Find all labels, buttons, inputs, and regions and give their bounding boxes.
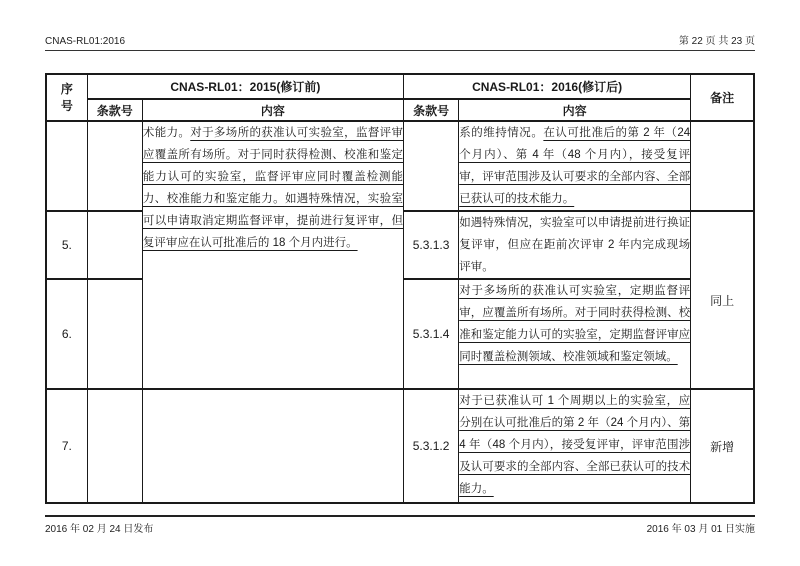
header-clause-2016: 条款号 — [403, 99, 458, 121]
doc-code: CNAS-RL01:2016 — [45, 36, 126, 47]
clause-2015-cell — [87, 389, 142, 503]
remark-cell: 新增 — [691, 389, 754, 503]
seq-cell: 6. — [46, 279, 87, 389]
clause-2015-cell — [87, 279, 142, 389]
clause-2016-cell — [403, 121, 458, 211]
remark-cell — [691, 121, 754, 211]
page-footer — [45, 515, 755, 535]
seq-cell: 7. — [46, 389, 87, 503]
clause-2016-cell: 5.3.1.2 — [403, 389, 458, 503]
header-row-1 — [46, 74, 754, 99]
revision-comparison-table — [45, 73, 755, 504]
clause-2015-cell — [87, 121, 142, 211]
content-2016-cell: 系的维持情况。在认可批准后的第 2 年（24 个月内）、第 4 年（48 个月内），接受复评审，评审范围涉及认可要求的全部内容、全部已获认可的技术能力。 — [459, 121, 691, 211]
header-clause-2015: 条款号 — [87, 99, 142, 121]
header-seq: 序号 — [46, 74, 87, 121]
header-content-2015: 内容 — [142, 99, 403, 121]
content-2016-cell: 如遇特殊情况，实验室可以申请提前进行换证复评审，但应在距前次评审 2 年内完成现场评审。 — [459, 211, 691, 279]
content-2016-cell: 对于多场所的获准认可实验室，定期监督评审，应覆盖所有场所。对于同时获得检测、校准和鉴定能力认可的实验室，定期监督评审应同时覆盖检测领域、校准领域和鉴定领域。 — [459, 279, 691, 389]
seq-cell — [46, 121, 87, 211]
page-indicator: 第 22 页 共 23 页 — [678, 36, 755, 47]
content-2015-cell — [142, 389, 403, 503]
content-2015-cell: 术能力。对于多场所的获准认可实验室，监督评审应覆盖所有场所。对于同时获得检测、校准和鉴定能力认可的实验室，监督评审应同时覆盖检测能力、校准能力和鉴定能力。如遇特殊情况，实验室可以申请取消定期监督评审，提前进行复评审，但复评审应在认可批准后的 18 个月内进行。 — [142, 121, 403, 389]
remark-cell: 同上 — [691, 211, 754, 389]
table-row-7 — [46, 389, 754, 503]
page-header — [45, 0, 755, 51]
clause-2016-cell: 5.3.1.3 — [403, 211, 458, 279]
document-page — [45, 0, 755, 535]
header-remark: 备注 — [691, 74, 754, 121]
header-row-2 — [46, 99, 754, 121]
issue-date: 2016 年 02 月 24 日发布 — [45, 524, 154, 535]
header-content-2016: 内容 — [459, 99, 691, 121]
implement-date: 2016 年 03 月 01 日实施 — [646, 524, 755, 535]
clause-2015-cell — [87, 211, 142, 279]
clause-2016-cell: 5.3.1.4 — [403, 279, 458, 389]
table-row-continuation — [46, 121, 754, 211]
seq-cell: 5. — [46, 211, 87, 279]
content-2016-cell: 对于已获准认可 1 个周期以上的实验室，应分别在认可批准后的第 2 年（24 个月内）、第 4 年（48 个月内），接受复评审，评审范围涉及认可要求的全部内容、全部已获认可的技术能力。 — [459, 389, 691, 503]
header-2016-title: CNAS-RL01：2016(修订后) — [403, 74, 690, 99]
header-2015-title: CNAS-RL01：2015(修订前) — [87, 74, 403, 99]
